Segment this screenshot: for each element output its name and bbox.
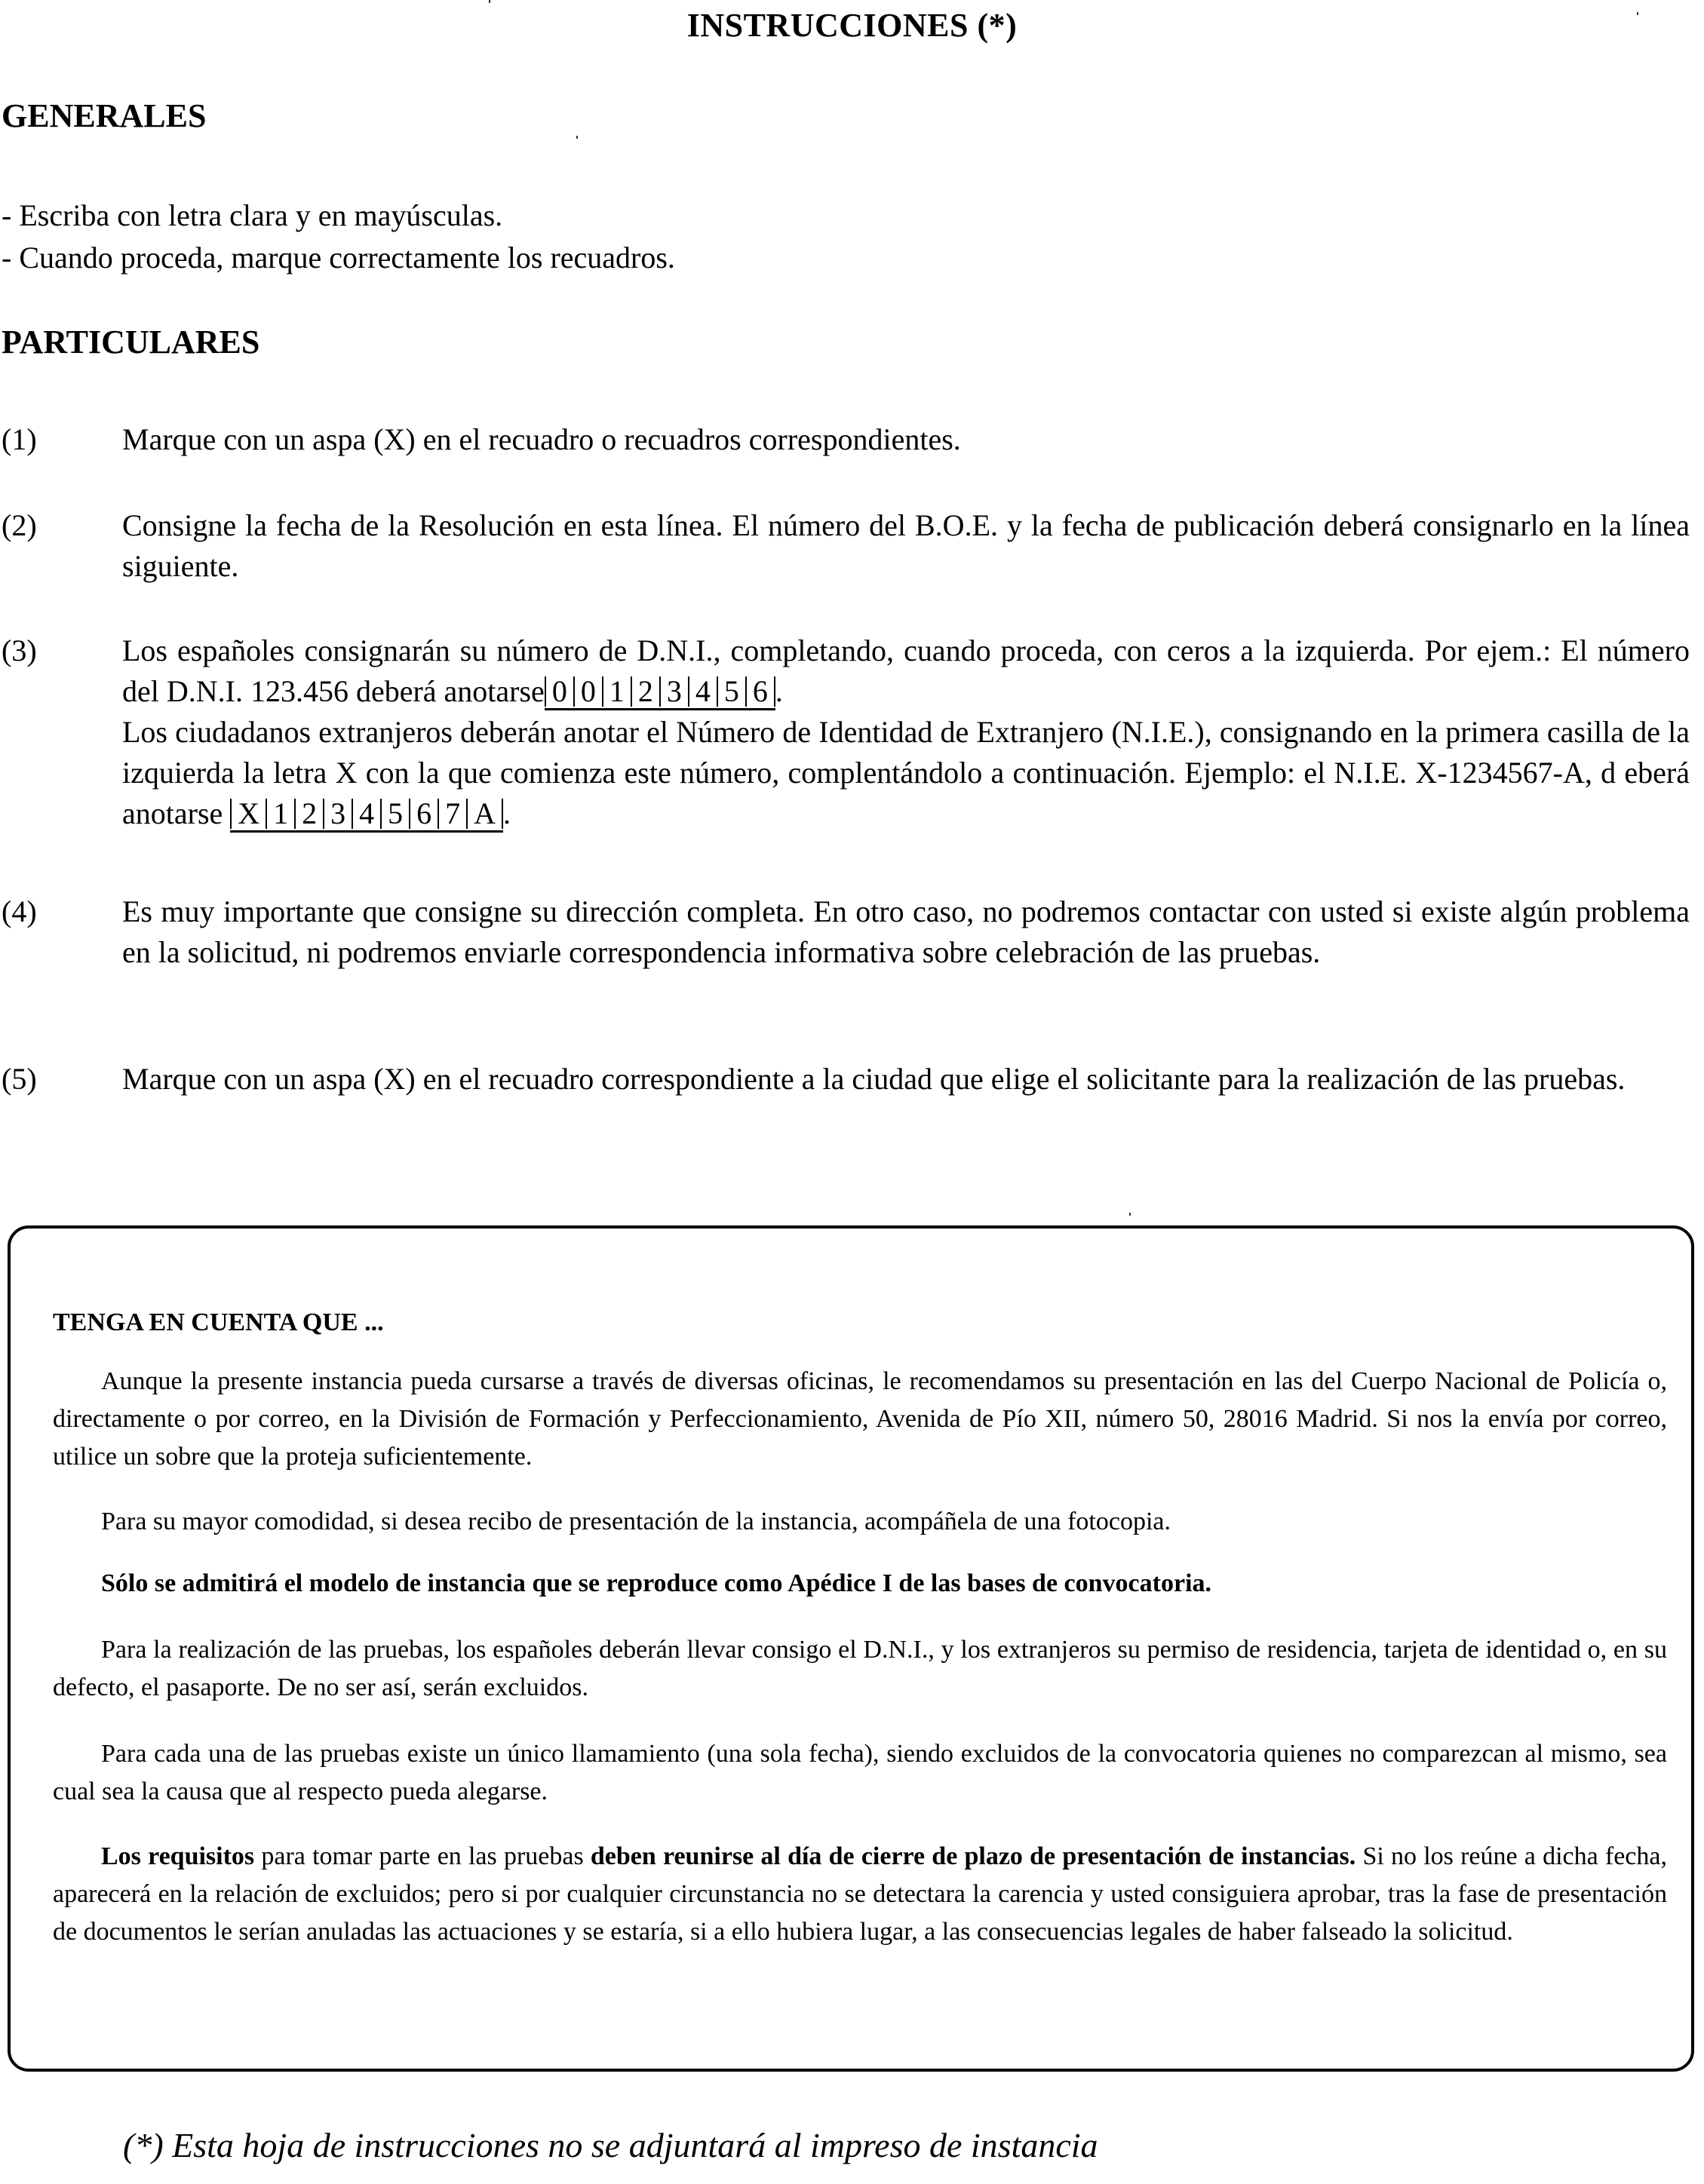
general-line-2: - Cuando proceda, marque correctamente los recuadros. [2, 241, 675, 275]
notice-paragraph-6 [53, 1838, 1667, 1951]
requirements-text-b: Si no los reúne a dicha fecha, aparecerá en la relación de excluidos; pero si por cualquier circunstancia no se detectara la carencia y usted consiguiera aprobar, tras la fase de presentación de documentos le serían anuladas las actuaciones y se estaría, si a ello hubiera lugar, a las consecuencias legales de haber falseado la solicitud. [53, 1842, 1667, 1946]
nie-box: 1 [267, 799, 296, 829]
dni-box: 5 [718, 676, 747, 707]
notice-box [8, 1225, 1694, 2072]
general-heading: GENERALES [2, 97, 207, 134]
nie-text: Los ciudadanos extranjeros deberán anotar el Número de Identidad de Extranjero (N.I.E.), consignando en la primera casilla de la izquierda la letra X con la que comienza este número, complentándolo a continuación. Ejemplo: el N.I.E. X-1234567-A, d eberá anotarse [122, 715, 1690, 830]
nie-example-boxes [230, 796, 503, 833]
item-text [122, 630, 1690, 834]
notice-paragraph-3: Sólo se admitirá el modelo de instancia que se reproduce como Apédice I de las bases de convocatoria. [101, 1569, 1212, 1597]
particular-heading: PARTICULARES [2, 324, 260, 360]
nie-box: 2 [296, 799, 324, 829]
dni-text: Los españoles consignarán su número de D.N.I., completando, cuando proceda, con ceros a la izquierda. Por ejem.: El número del D.N.I. 123.456 deberá anotarse [122, 633, 1690, 708]
dni-box: 0 [545, 676, 575, 707]
dni-box: 4 [689, 676, 718, 707]
nie-box: X [230, 799, 267, 829]
notice-paragraph-2: Para su mayor comodidad, si desea recibo de presentación de la instancia, acompáñela de una fotocopia. [101, 1508, 1171, 1535]
dni-example-boxes [545, 676, 775, 710]
scan-speck [1129, 1213, 1131, 1216]
scan-speck [489, 0, 490, 3]
item-number: (4) [2, 894, 37, 928]
dni-box: 2 [632, 676, 661, 707]
scan-speck [1637, 12, 1638, 15]
nie-box: 7 [439, 799, 468, 829]
nie-box: A [468, 799, 503, 829]
general-line-1: - Escriba con letra clara y en mayúsculas. [2, 198, 503, 232]
dni-box: 0 [575, 676, 603, 707]
nie-box: 5 [382, 799, 410, 829]
item-text: Marque con un aspa (X) en el recuadro correspondiente a la ciudad que elige el solicitante para la realización de las pruebas. [122, 1062, 1626, 1096]
requirements-label: Los requisitos [101, 1842, 255, 1870]
item-number: (5) [2, 1062, 37, 1096]
end-punctuation: . [503, 796, 511, 830]
item-text: Es muy importante que consigne su dirección completa. En otro caso, no podremos contactar con usted si existe algún problema en la solicitud, ni podremos enviarle correspondencia informativa sobre celebración de las pruebas. [122, 894, 1690, 969]
item-text: Marque con un aspa (X) en el recuadro o recuadros correspondientes. [122, 422, 961, 456]
nie-box: 4 [353, 799, 382, 829]
scan-speck [576, 136, 578, 139]
dni-box: 1 [603, 676, 632, 707]
notice-title: TENGA EN CUENTA QUE ... [53, 1308, 384, 1336]
nie-instruction [122, 712, 1690, 834]
nie-box: 6 [410, 799, 439, 829]
dni-box: 3 [661, 676, 689, 707]
item-number: (3) [2, 633, 37, 667]
notice-paragraph-5: Para cada una de las pruebas existe un único llamamiento (una sola fecha), siendo excluidos de la convocatoria quienes no comparezcan al mismo, sea cual sea la causa que al respecto pueda alegarse. [53, 1740, 1667, 1805]
notice-paragraph-4: Para la realización de las pruebas, los españoles deberán llevar consigo el D.N.I., y los extranjeros su permiso de residencia, tarjeta de identidad o, en su defecto, el pasaporte. De no ser así, serán excluidos. [53, 1636, 1667, 1701]
dni-instruction [122, 630, 1690, 712]
end-punctuation: . [775, 674, 783, 708]
notice-paragraph-1: Aunque la presente instancia pueda cursarse a través de diversas oficinas, le recomendamos su presentación en las del Cuerpo Nacional de Policía o, directamente o por correo, en la División de Formación y Perfeccionamiento, Avenida de Pío XII, número 50, 28016 Madrid. Si nos la envía por correo, utilice un sobre que la proteja suficientemente. [53, 1367, 1667, 1471]
nie-box: 3 [324, 799, 353, 829]
page-title: INSTRUCCIONES (*) [686, 7, 1018, 44]
dni-box: 6 [747, 676, 775, 707]
requirements-deadline: deben reunirse al día de cierre de plazo de presentación de instancias. [590, 1842, 1356, 1870]
item-number: (2) [2, 508, 37, 542]
item-number: (1) [2, 422, 37, 456]
footnote: (*) Esta hoja de instrucciones no se adjuntará al impreso de instancia [123, 2126, 1098, 2164]
item-text: Consigne la fecha de la Resolución en esta línea. El número del B.O.E. y la fecha de publicación deberá consignarlo en la línea siguiente. [122, 508, 1690, 583]
requirements-text-a: para tomar parte en las pruebas [254, 1842, 591, 1870]
